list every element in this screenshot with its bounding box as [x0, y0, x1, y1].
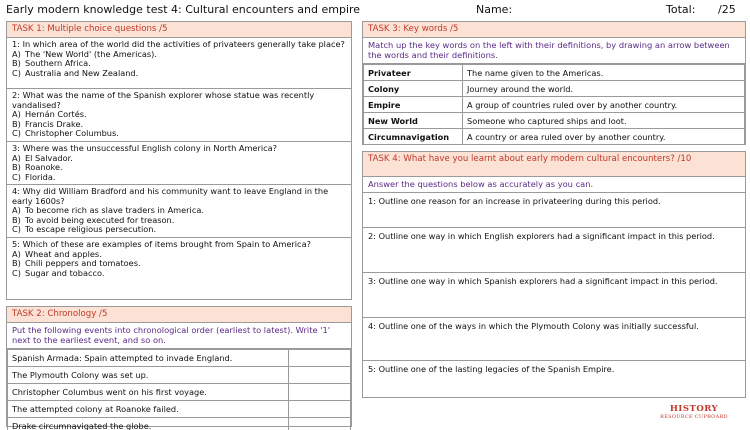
order-answer-cell[interactable]: [289, 401, 351, 418]
event-text: Christopher Columbus went on his first voyage.: [8, 384, 289, 401]
task4-panel: [362, 151, 746, 398]
page-title: Early modern knowledge test 4: Cultural encounters and empire: [6, 3, 361, 16]
answer-option[interactable]: A) To become rich as slave traders in America.: [12, 205, 204, 216]
logo-line-1: HISTORY: [669, 404, 719, 414]
mcq-question: [7, 38, 351, 89]
open-question[interactable]: 5: Outline one of the lasting legacies of the Spanish Empire.: [368, 364, 615, 374]
order-answer-cell[interactable]: [289, 367, 351, 384]
definition[interactable]: The name given to the Americas.: [463, 65, 745, 81]
question-text: 1: In which area of the world did the activities of privateers generally take place?: [12, 39, 345, 49]
order-answer-cell[interactable]: [289, 350, 351, 367]
table-row: [364, 65, 745, 81]
answer-option[interactable]: C) Christopher Columbus.: [12, 128, 119, 139]
page-header: [6, 2, 746, 18]
task2-panel: [6, 306, 352, 430]
answer-option[interactable]: A) El Salvador.: [12, 152, 73, 163]
table-row: [8, 350, 351, 367]
table-row: [8, 384, 351, 401]
task3-title: TASK 3: Key words /5: [363, 22, 745, 38]
order-answer-cell[interactable]: [289, 384, 351, 401]
table-row: [8, 401, 351, 418]
mcq-question: [7, 185, 351, 238]
table-row: [364, 129, 745, 145]
task1-title: TASK 1: Multiple choice questions /5: [7, 22, 351, 38]
mcq-question: [7, 238, 351, 280]
question-text: 2: What was the name of the Spanish explorer whose statue was recently vandalised?: [12, 90, 315, 110]
answer-option[interactable]: C) Florida.: [12, 171, 56, 182]
keyword[interactable]: New World: [364, 113, 463, 129]
task3-instruction: Match up the key words on the left with their definitions, by drawing an arrow between the words and their definitions.: [363, 38, 745, 64]
question-text: 3: Where was the unsuccessful English colony in North America?: [12, 143, 277, 153]
open-question[interactable]: 3: Outline one way in which Spanish explorers had a significant impact in this period.: [363, 273, 745, 318]
event-text: The attempted colony at Roanoke failed.: [8, 401, 289, 418]
keyword[interactable]: Privateer: [364, 65, 463, 81]
answer-option[interactable]: A) Hernán Cortés.: [12, 109, 87, 120]
event-text: Drake circumnavigated the globe.: [8, 418, 289, 430]
task1-panel: [6, 21, 352, 300]
total-label: Total:: [666, 3, 696, 16]
answer-option[interactable]: B) To avoid being executed for treason.: [12, 214, 175, 225]
mcq-question: [7, 89, 351, 142]
table-row: [8, 418, 351, 430]
definition[interactable]: Someone who captured ships and loot.: [463, 113, 745, 129]
keyword[interactable]: Empire: [364, 97, 463, 113]
answer-option[interactable]: B) Southern Africa.: [12, 58, 91, 69]
order-answer-cell[interactable]: [289, 418, 351, 430]
task2-title: TASK 2: Chronology /5: [7, 307, 351, 323]
answer-option[interactable]: B) Francis Drake.: [12, 118, 84, 129]
chronology-table: [7, 349, 351, 430]
question-text: 4: Why did William Bradford and his community want to leave England in the early 1600s?: [12, 186, 329, 206]
definition[interactable]: A country or area ruled over by another country.: [463, 129, 745, 145]
definition[interactable]: Journey around the world.: [463, 81, 745, 97]
answer-option[interactable]: B) Chili peppers and tomatoes.: [12, 258, 141, 269]
table-row: [364, 113, 745, 129]
keyword[interactable]: Colony: [364, 81, 463, 97]
total-value: /25: [718, 3, 736, 16]
mcq-question: [7, 142, 351, 185]
name-label: Name:: [476, 3, 513, 16]
answer-option[interactable]: C) To escape religious persecution.: [12, 224, 157, 235]
answer-option[interactable]: C) Australia and New Zealand.: [12, 67, 139, 78]
task4-title: TASK 4: What have you learnt about early modern cultural encounters? /10: [363, 152, 745, 177]
table-row: [364, 97, 745, 113]
open-question[interactable]: 1: Outline one reason for an increase in privateering during this period.: [363, 193, 745, 228]
table-row: [8, 367, 351, 384]
event-text: Spanish Armada: Spain attempted to invade England.: [8, 350, 289, 367]
definition[interactable]: A group of countries ruled over by another country.: [463, 97, 745, 113]
task3-panel: [362, 21, 746, 145]
task2-instruction: Put the following events into chronological order (earliest to latest). Write '1' next to the earliest event, and so on.: [7, 323, 351, 349]
logo-line-2: RESOURCE CUPBOARD: [660, 414, 728, 420]
keyword[interactable]: Circumnavigation: [364, 129, 463, 145]
answer-option[interactable]: A) The 'New World' (the Americas).: [12, 48, 157, 59]
task4-instruction: Answer the questions below as accurately as you can.: [363, 177, 745, 193]
open-question[interactable]: 2: Outline one way in which English explorers had a significant impact in this period.: [363, 228, 745, 273]
history-resource-cupboard-logo: [654, 405, 734, 420]
answer-option[interactable]: B) Roanoke.: [12, 162, 63, 173]
open-question[interactable]: 4: Outline one of the ways in which the Plymouth Colony was initially successful.: [363, 318, 745, 361]
question-text: 5: Which of these are examples of items brought from Spain to America?: [12, 239, 311, 249]
answer-option[interactable]: C) Sugar and tobacco.: [12, 267, 105, 278]
table-row: [364, 81, 745, 97]
task1-questions: [7, 38, 351, 280]
answer-option[interactable]: A) Wheat and apples.: [12, 248, 102, 259]
keywords-table: [363, 64, 745, 145]
event-text: The Plymouth Colony was set up.: [8, 367, 289, 384]
